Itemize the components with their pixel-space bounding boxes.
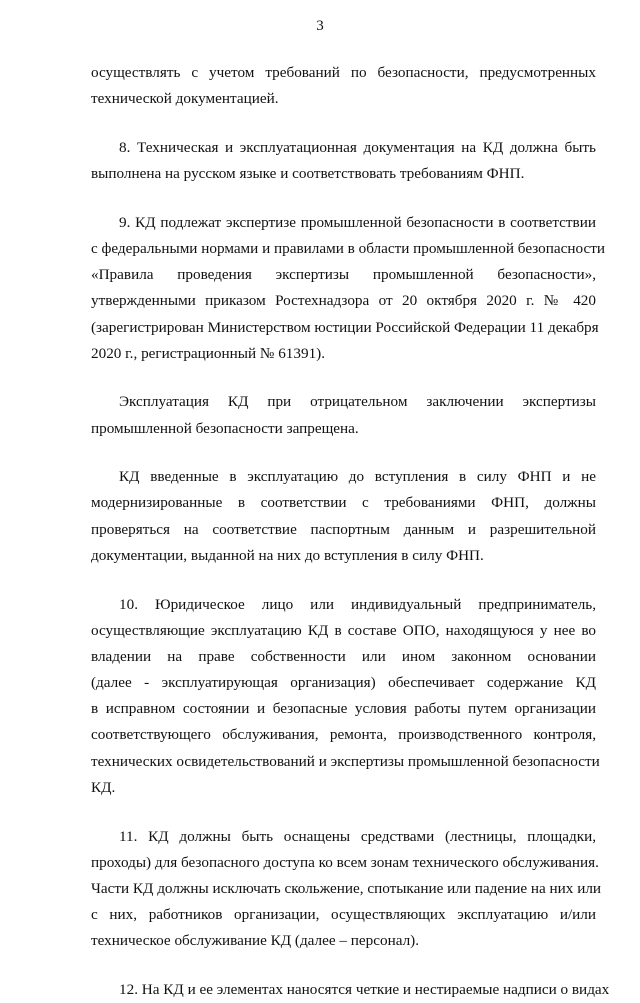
text-line: осуществляющие эксплуатацию КД в составе ОПО, находящуюся у нее во xyxy=(91,621,596,639)
text-line: «Правила проведения экспертизы промышленной безопасности», xyxy=(91,266,596,284)
text-line: с федеральными нормами и правилами в области промышленной безопасности xyxy=(91,239,605,257)
text-line: в исправном состоянии и безопасные условия работы путем организации xyxy=(91,700,596,718)
text-line: выполнена на русском языке и соответствовать требованиям ФНП. xyxy=(91,165,525,183)
paragraph-gap xyxy=(91,187,596,210)
text-line: с них, работников организации, осуществляющих эксплуатацию и/или xyxy=(91,906,596,924)
text-line: КД введенные в эксплуатацию до вступления в силу ФНП и не xyxy=(119,468,596,486)
paragraph-gap xyxy=(91,569,596,592)
paragraph-gap xyxy=(91,801,596,824)
text-line: КД. xyxy=(91,778,116,796)
paragraph-gap xyxy=(91,954,596,977)
text-line: проходы) для безопасного доступа ко всем зонам технического обслуживания. xyxy=(91,853,599,871)
text-line: проверяться на соответствие паспортным данным и разрешительной xyxy=(91,520,596,538)
text-line: 9. КД подлежат экспертизе промышленной безопасности в соответствии xyxy=(119,213,596,231)
paragraph xyxy=(91,592,600,802)
text-line: Эксплуатация КД при отрицательном заключении экспертизы xyxy=(119,393,596,411)
text-line: утвержденными приказом Ростехнадзора от 20 октября 2020 г. № 420 xyxy=(91,292,596,310)
text-line: соответствующего обслуживания, ремонта, производственного контроля, xyxy=(91,726,596,744)
text-line: технической документацией. xyxy=(91,90,279,108)
text-line: документации, выданной на них до вступления в силу ФНП. xyxy=(91,546,484,564)
text-line: 10. Юридическое лицо или индивидуальный предприниматель, xyxy=(119,595,596,613)
text-line: 11. КД должны быть оснащены средствами (лестницы, площадки, xyxy=(119,827,596,845)
text-line: Части КД должны исключать скольжение, спотыкание или падение на них или xyxy=(91,879,602,897)
paragraph xyxy=(91,464,596,569)
paragraph xyxy=(91,824,602,955)
text-line: (далее - эксплуатирующая организация) обеспечивает содержание КД xyxy=(91,674,596,692)
paragraph xyxy=(91,210,605,367)
text-line: владении на праве собственности или ином законном основании xyxy=(91,647,596,665)
paragraph xyxy=(91,135,596,187)
paragraph-gap xyxy=(91,112,596,135)
text-line: технических освидетельствований и экспертизы промышленной безопасности xyxy=(91,752,600,770)
text-line: техническое обслуживание КД (далее – персонал). xyxy=(91,932,420,950)
text-line: (зарегистрирован Министерством юстиции Российской Федерации 11 декабря xyxy=(91,318,599,336)
text-line: 8. Техническая и эксплуатационная документация на КД должна быть xyxy=(119,138,596,156)
page-number: 3 xyxy=(316,18,324,34)
paragraph-gap xyxy=(91,442,596,465)
paragraph xyxy=(91,60,596,112)
paragraph-gap xyxy=(91,367,596,390)
text-line: модернизированные в соответствии с требованиями ФНП, должны xyxy=(91,494,596,512)
paragraph xyxy=(91,389,596,441)
paragraph xyxy=(91,977,610,1003)
text-line: 2020 г., регистрационный № 61391). xyxy=(91,344,326,362)
text-line: осуществлять с учетом требований по безопасности, предусмотренных xyxy=(91,64,596,81)
document-body xyxy=(91,60,610,1003)
text-line: промышленной безопасности запрещена. xyxy=(91,419,359,437)
text-line: 12. На КД и ее элементах наносятся четкие и нестираемые надписи о видах xyxy=(119,980,610,998)
